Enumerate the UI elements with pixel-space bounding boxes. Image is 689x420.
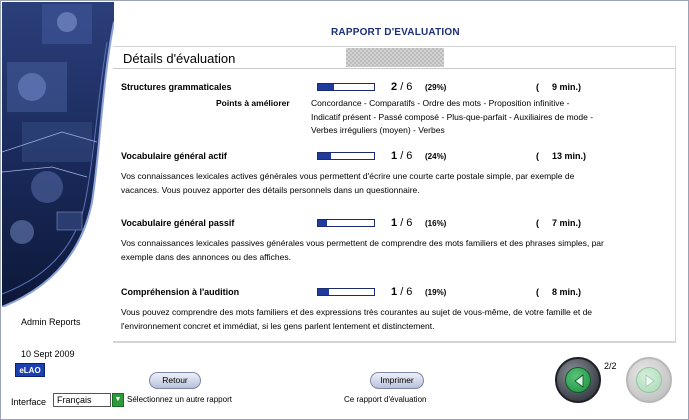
banner-artwork bbox=[2, 2, 114, 307]
arrow-right-icon[interactable] bbox=[636, 367, 662, 393]
score-percent: (16%) bbox=[425, 219, 447, 228]
score-percent: (29%) bbox=[425, 83, 447, 92]
score bbox=[391, 150, 412, 162]
back-caption: Sélectionnez un autre rapport bbox=[127, 395, 232, 404]
page-indicator: 2/2 bbox=[604, 361, 617, 371]
score-bar-fill bbox=[318, 220, 327, 226]
print-caption: Ce rapport d'évaluation bbox=[344, 395, 427, 404]
score-bar-fill bbox=[318, 84, 334, 90]
score-total: / 6 bbox=[400, 286, 413, 298]
admin-reports-label: Admin Reports bbox=[21, 317, 81, 327]
time-spent: 9 min.) bbox=[552, 82, 582, 92]
time-paren: ( bbox=[536, 82, 539, 92]
language-select[interactable]: Français bbox=[53, 393, 111, 407]
back-button[interactable]: Retour bbox=[149, 372, 201, 389]
score-total: / 6 bbox=[400, 150, 413, 162]
improve-points: Concordance - Comparatifs - Ordre des mots - Proposition infinitive - Indicatif présent - Passé composé - Plus-que-parfait - Auxiliaires de mode - Verbes irréguliers (moyen) - Verbes bbox=[311, 98, 594, 135]
previous-page-button[interactable] bbox=[555, 357, 601, 403]
next-page-button[interactable] bbox=[626, 357, 672, 403]
time-paren: ( bbox=[536, 287, 539, 297]
skill-description: Vos connaissances lexicales passives générales vous permettent de comprendre des mots familiers et des phrases simples, par exemple dans des annonces ou des affiches. bbox=[121, 238, 604, 262]
score-bar bbox=[317, 152, 375, 160]
report-date: 10 Sept 2009 bbox=[21, 349, 75, 359]
page-title: RAPPORT D'EVALUATION bbox=[331, 27, 460, 38]
score-percent: (24%) bbox=[425, 152, 447, 161]
skill-description: Vous pouvez comprendre des mots familiers et des expressions très courantes au sujet de vous-même, de votre famille et de l'environnement concret et immédiat, si les gens parlent lentement et distinctement. bbox=[121, 307, 593, 331]
interface-label: Interface bbox=[11, 397, 47, 407]
section-header bbox=[113, 47, 675, 69]
elao-logo: eLAO bbox=[15, 363, 45, 377]
score-bar bbox=[317, 219, 375, 227]
arrow-left-icon[interactable] bbox=[565, 367, 591, 393]
score-value: 1 bbox=[391, 150, 398, 162]
score bbox=[391, 81, 412, 93]
score-value: 1 bbox=[391, 286, 398, 298]
score-bar bbox=[317, 83, 375, 91]
score-total: / 6 bbox=[400, 217, 413, 229]
score-bar-fill bbox=[318, 289, 329, 295]
score bbox=[391, 217, 412, 229]
skill-name: Vocabulaire général actif bbox=[121, 151, 227, 161]
score bbox=[391, 286, 412, 298]
skill-description: Vos connaissances lexicales actives générales vous permettent d'écrire une courte carte postale simple, par exemple de vacances. Vous pouvez apporter des détails personnels dans un questionnaire. bbox=[121, 171, 575, 195]
time-spent: 13 min.) bbox=[552, 151, 587, 161]
skill-name: Vocabulaire général passif bbox=[121, 218, 235, 228]
section-title: Détails d'évaluation bbox=[123, 51, 236, 66]
score-bar-fill bbox=[318, 153, 331, 159]
skill-name: Structures grammaticales bbox=[121, 82, 232, 92]
dropdown-arrow-icon[interactable]: ▼ bbox=[112, 393, 124, 407]
time-spent: 7 min.) bbox=[552, 218, 582, 228]
time-spent: 8 min.) bbox=[552, 287, 582, 297]
improve-label: Points à améliorer bbox=[216, 98, 290, 108]
decorative-banner bbox=[2, 2, 114, 307]
skill-name: Compréhension à l'audition bbox=[121, 287, 240, 297]
score-value: 1 bbox=[391, 217, 398, 229]
score-value: 2 bbox=[391, 81, 398, 93]
time-paren: ( bbox=[536, 218, 539, 228]
time-paren: ( bbox=[536, 151, 539, 161]
score-bar bbox=[317, 288, 375, 296]
print-button[interactable]: Imprimer bbox=[370, 372, 424, 389]
score-total: / 6 bbox=[400, 81, 413, 93]
header-pattern bbox=[346, 48, 444, 67]
score-percent: (19%) bbox=[425, 288, 447, 297]
divider bbox=[113, 342, 676, 343]
